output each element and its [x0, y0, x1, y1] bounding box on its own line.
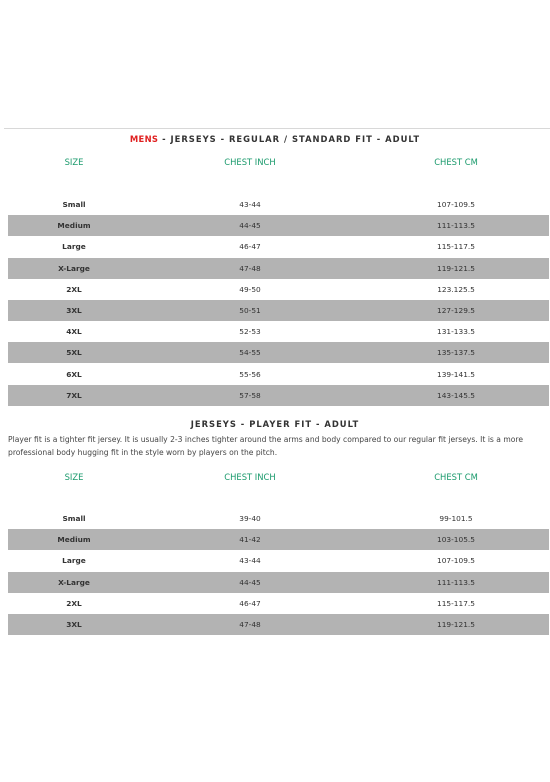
table-row — [8, 300, 549, 321]
chest-cm-cell: 123.125.5 — [437, 284, 475, 294]
chest-inch-cell: 55-56 — [239, 369, 261, 379]
table-row — [8, 321, 549, 342]
size-cell: Large — [62, 556, 86, 566]
chest-inch-cell: 43-44 — [239, 556, 261, 566]
chest-inch-cell: 47-48 — [239, 263, 261, 273]
size-cell: 2XL — [66, 284, 82, 294]
size-header: SIZE — [64, 157, 84, 167]
table-row — [8, 550, 549, 571]
chest-inch-cell: 46-47 — [239, 242, 261, 252]
size-cell: 7XL — [66, 390, 82, 400]
top-divider — [4, 128, 550, 129]
table-row — [8, 364, 549, 385]
size-cell: Medium — [57, 221, 91, 231]
regular-fit-title-text: - JERSEYS - REGULAR / STANDARD FIT - ADULT — [158, 134, 421, 144]
chest-cm-cell: 111-113.5 — [437, 221, 475, 231]
table-row — [8, 342, 549, 363]
chest-cm-cell: 127-129.5 — [437, 306, 475, 315]
chest-cm-cell: 99-101.5 — [439, 514, 473, 523]
table-row — [8, 593, 549, 614]
chest-cm-cell: 107-109.5 — [437, 200, 475, 209]
size-cell: X-Large — [58, 263, 90, 273]
chest-cm-cell: 119-121.5 — [437, 263, 475, 273]
size-cell: 4XL — [66, 327, 82, 337]
chest-cm-cell: 107-109.5 — [437, 556, 475, 566]
chest-cm-cell: 135-137.5 — [437, 348, 475, 358]
chest-cm-cell: 119-121.5 — [437, 620, 475, 629]
table-row — [8, 529, 549, 550]
regular-table-header — [0, 157, 550, 171]
table-row — [8, 279, 549, 300]
player-fit-description: Player fit is a tighter fit jersey. It is usually 2-3 inches tighter around the arms and body compared to our regular fit jerseys. It is a more professional body hugging fit in the style worn by players on the pitch. — [8, 435, 524, 457]
chest-cm-cell: 115-117.5 — [437, 598, 475, 608]
chest-inch-cell: 41-42 — [239, 535, 261, 545]
size-cell: 3XL — [66, 620, 82, 629]
size-cell: Small — [62, 200, 86, 209]
regular-fit-title — [0, 134, 550, 144]
chest-cm-cell: 139-141.5 — [437, 369, 475, 379]
table-row — [8, 385, 549, 406]
chest-inch-cell: 47-48 — [239, 620, 261, 629]
size-cell: Large — [62, 242, 86, 252]
chest-cm-header: CHEST CM — [434, 157, 478, 167]
chest-inch-cell: 44-45 — [239, 221, 261, 231]
chest-cm-cell: 143-145.5 — [437, 390, 475, 400]
size-cell: Small — [62, 514, 86, 523]
chest-inch-cell: 43-44 — [239, 200, 261, 209]
table-row — [8, 258, 549, 279]
chest-cm-cell: 111-113.5 — [437, 577, 475, 587]
table-row — [8, 236, 549, 257]
chest-cm-cell: 131-133.5 — [437, 327, 475, 337]
table-row — [8, 194, 549, 215]
table-row — [8, 508, 549, 529]
size-cell: 2XL — [66, 598, 82, 608]
chest-inch-cell: 39-40 — [239, 514, 261, 523]
chest-inch-header: CHEST INCH — [224, 157, 276, 167]
size-cell: 3XL — [66, 306, 82, 315]
chest-inch-cell: 54-55 — [239, 348, 261, 358]
chest-inch-cell: 46-47 — [239, 598, 261, 608]
chest-inch-cell: 50-51 — [239, 306, 261, 315]
size-header: SIZE — [64, 472, 84, 482]
table-row — [8, 614, 549, 635]
size-cell: 5XL — [66, 348, 82, 358]
chest-inch-cell: 57-58 — [239, 390, 261, 400]
table-row — [8, 215, 549, 236]
size-cell: 6XL — [66, 369, 82, 379]
chest-inch-cell: 44-45 — [239, 577, 261, 587]
chest-cm-cell: 115-117.5 — [437, 242, 475, 252]
player-fit-title: JERSEYS - PLAYER FIT - ADULT — [190, 419, 360, 429]
player-table-header — [0, 472, 550, 486]
size-cell: X-Large — [58, 577, 90, 587]
chest-cm-cell: 103-105.5 — [437, 535, 475, 545]
chest-inch-header: CHEST INCH — [224, 472, 276, 482]
chest-inch-cell: 49-50 — [239, 284, 261, 294]
mens-label: MENS — [129, 134, 159, 144]
size-cell: Medium — [57, 535, 91, 545]
chest-inch-cell: 52-53 — [239, 327, 261, 337]
chest-cm-header: CHEST CM — [434, 472, 478, 482]
table-row — [8, 572, 549, 593]
